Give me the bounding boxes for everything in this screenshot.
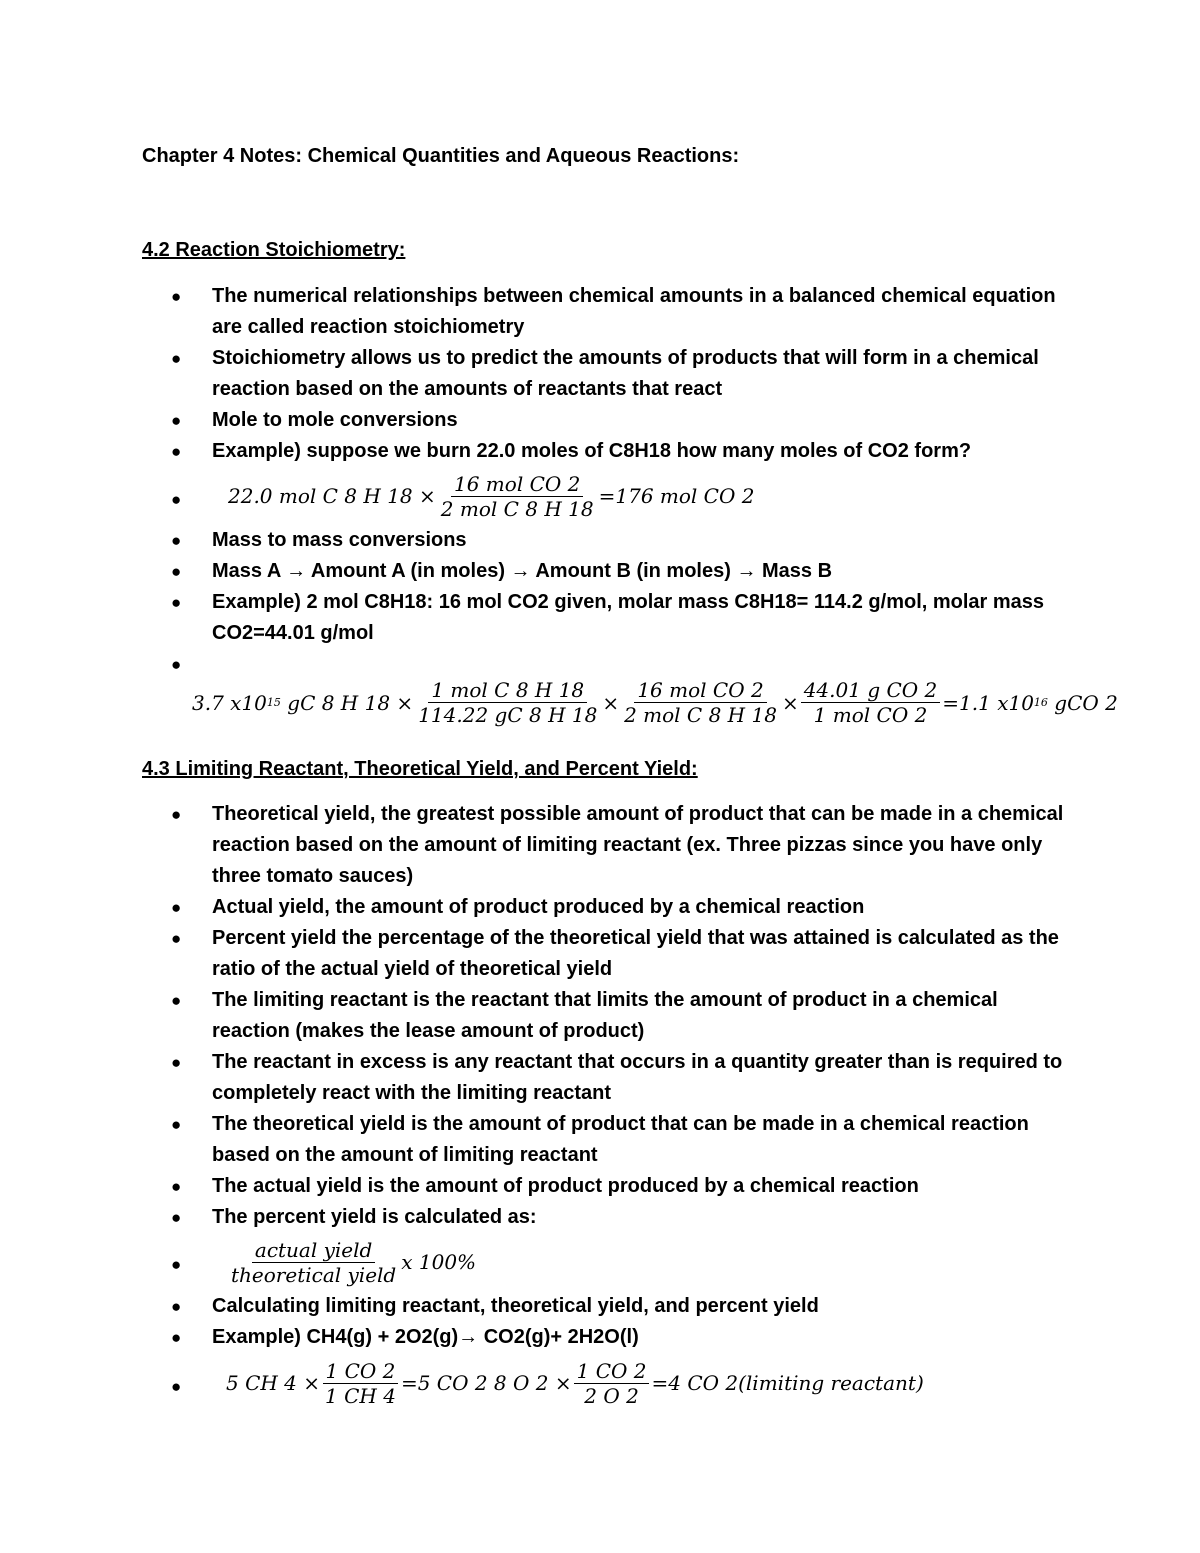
list-item: ● The reactant in excess is any reactant that occurs in a quantity greater than is required to completely react with the limiting reactant (0, 1047, 1072, 1109)
bullet-icon: ● (171, 1297, 182, 1316)
list-item: ● Example) CH4(g) + 2O2(g)→ CO2(g)+ 2H2O(l) (0, 1322, 1072, 1353)
list-item: ● Mole to mole conversions (0, 405, 1072, 436)
list-item-equation (0, 1353, 1072, 1413)
bullet-icon: ● (171, 1177, 182, 1196)
bullet-icon: ● (171, 490, 182, 509)
stoichiometry-list (0, 281, 1200, 680)
list-item-equation (0, 1233, 1072, 1291)
bullet-icon: ● (171, 1255, 182, 1274)
list-item: ● The theoretical yield is the amount of product that can be made in a chemical reaction based on the amount of limiting reactant (0, 1109, 1072, 1171)
bullet-icon: ● (171, 531, 182, 550)
limiting-reactant-list (0, 799, 1200, 1413)
mole-conversion-equation: 22.0 mol C 8 H 18 × $\frac{\text{16 mol CO 2}}{\text{2 mol C 8 H 18}}$ =176 mol CO 2 (228, 471, 755, 521)
list-item: ● Example) 2 mol C8H18: 16 mol CO2 given, molar mass C8H18= 114.2 g/mol, molar mass CO2=44.01 g/mol (0, 587, 1072, 649)
list-item: ● The numerical relationships between chemical amounts in a balanced chemical equation are called reaction stoichiometry (0, 281, 1072, 343)
bullet-icon: ● (171, 1115, 182, 1134)
list-item: ● The actual yield is the amount of product produced by a chemical reaction (0, 1171, 1072, 1202)
section-heading-limiting-reactant: 4.3 Limiting Reactant, Theoretical Yield, and Percent Yield: (142, 758, 698, 780)
list-item-empty (0, 649, 1072, 680)
bullet-icon: ● (171, 929, 182, 948)
list-item: ● Percent yield the percentage of the theoretical yield that was attained is calculated as the ratio of the actual yield of theoretical yield (0, 923, 1072, 985)
bullet-icon: ● (171, 287, 182, 306)
bullet-icon: ● (171, 805, 182, 824)
list-item: ● Stoichiometry allows us to predict the amounts of products that will form in a chemical reaction based on the amounts of reactants that react (0, 343, 1072, 405)
list-item: ● Calculating limiting reactant, theoretical yield, and percent yield (0, 1291, 1072, 1322)
bullet-icon: ● (171, 1377, 182, 1396)
bullet-icon: ● (171, 991, 182, 1010)
bullet-icon: ● (171, 1208, 182, 1227)
list-item-equation (0, 467, 1072, 525)
bullet-icon: ● (171, 442, 182, 461)
bullet-icon: ● (171, 411, 182, 430)
percent-yield-equation: $\frac{\text{actual yield}}{\text{theoretical yield}}$ x 100% (231, 1237, 477, 1287)
bullet-icon: ● (171, 655, 182, 674)
list-item: ● The percent yield is calculated as: (0, 1202, 1072, 1233)
limiting-reactant-equation: 5 CH 4 × $\frac{1 CO 2}{1 CH 4}$ =5 CO 2 8 O 2 × $\frac{1 CO 2}{2 O 2}$ =4 CO 2(limiting reactant) (226, 1358, 924, 1408)
list-item: ● Mass to mass conversions (0, 525, 1072, 556)
bullet-icon: ● (171, 562, 182, 581)
list-item: ● The limiting reactant is the reactant that limits the amount of product in a chemical reaction (makes the lease amount of product) (0, 985, 1072, 1047)
bullet-icon: ● (171, 349, 182, 368)
bullet-icon: ● (171, 1053, 182, 1072)
list-item: ● Mass A → Amount A (in moles) → Amount B (in moles) → Mass B (0, 556, 1072, 587)
list-item: ● Actual yield, the amount of product produced by a chemical reaction (0, 892, 1072, 923)
bullet-icon: ● (171, 898, 182, 917)
section-heading-stoichiometry: 4.2 Reaction Stoichiometry: (142, 239, 406, 261)
list-item: ● Theoretical yield, the greatest possible amount of product that can be made in a chemical reaction based on the amount of limiting reactant (ex. Three pizzas since you have only three tomato sauces) (0, 799, 1072, 892)
mass-conversion-equation: 3.7 x10 15 gC 8 H 18 × $\frac{\text{1 mol C 8 H 18}}{114.22 gC 8 H 18}$ × $\frac{\text{16 mol CO 2}}{\text{2 mol C 8 H 18}}$ × $\frac{\text{44.01 g CO 2}}{\text{1 mol CO 2}}$ =1.1 x10 16 gCO 2 (192, 678, 1118, 727)
list-item: ● Example) suppose we burn 22.0 moles of C8H18 how many moles of CO2 form? (0, 436, 1072, 467)
bullet-icon: ● (171, 593, 182, 612)
page-title: Chapter 4 Notes: Chemical Quantities and Aqueous Reactions: (142, 145, 740, 167)
bullet-icon: ● (171, 1328, 182, 1347)
